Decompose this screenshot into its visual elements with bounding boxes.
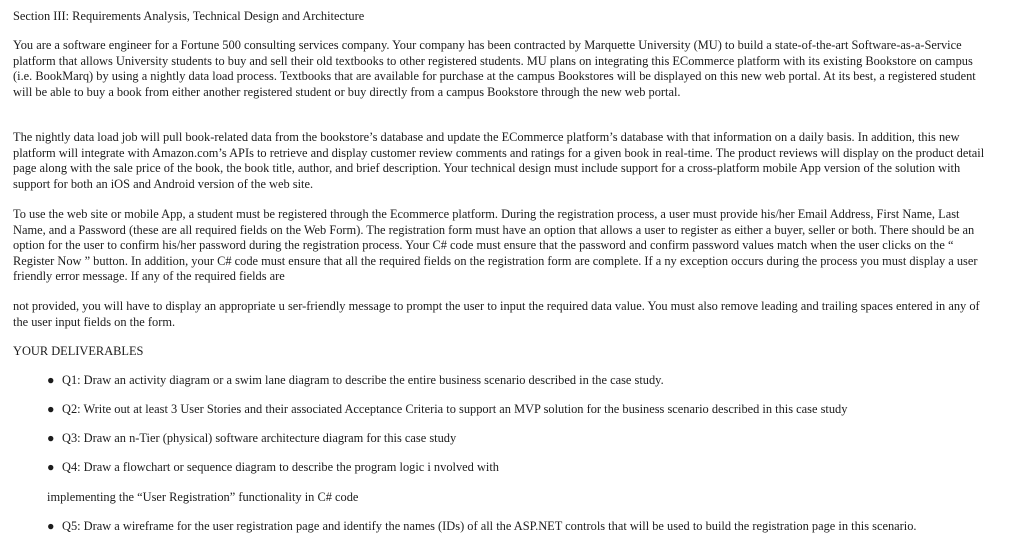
paragraph-registration: To use the web site or mobile App, a student must be registered through the Ecommerce platform. During the registration process, a user must provide his/her Email Address, First Name, Last Name, and a Password (these are all required fields on the Web Form). The registration form must have an option that allows a user to register as either a buyer, seller or both. There should be an option for the user to confirm his/her password during the registration process. Your C# code must ensure that the password and confirm password values match when the user clicks on the “ Register Now ” button. In addition, your C# code must ensure that all the required fields on the registration form are complete. If a ny exception occurs during the process you must display a user friendly error message. If any of the required fields are [13, 207, 978, 284]
deliverable-q4-continuation: implementing the “User Registration” functionality in C# code [47, 490, 359, 504]
paragraph-data-load: The nightly data load job will pull book-related data from the bookstore’s database and update the ECommerce platform’s database with that information on a daily basis. In addition, this new platform will integrate with Amazon.com’s APIs to retrieve and display customer review comments and ratings for a given book in real-time. The product reviews will display on the product detail page along with the sale price of the book, the book title, author, and brief description. Your technical design must include support for a cross-platform mobile App version of the solution with support for both an iOS and Android version of the web site. [13, 130, 985, 191]
deliverable-text: Q2: Write out at least 3 User Stories and their associated Acceptance Criteria to support an MVP solution for the business scenario described in this case study [62, 402, 848, 416]
section-title: Section III: Requirements Analysis, Technical Design and Architecture [13, 9, 365, 23]
deliverable-text: Q1: Draw an activity diagram or a swim lane diagram to describe the entire business scenario described in the case study. [62, 373, 664, 387]
bullet-icon: ● [47, 431, 55, 445]
deliverable-item-q3 [47, 431, 987, 447]
deliverable-text: Q3: Draw an n-Tier (physical) software architecture diagram for this case study [62, 431, 457, 445]
deliverable-item-q5 [47, 519, 987, 535]
deliverable-item-q1 [47, 373, 987, 389]
deliverable-text: Q4: Draw a flowchart or sequence diagram to describe the program logic i nvolved with [62, 460, 499, 474]
deliverable-item-q4 [47, 460, 987, 476]
bullet-icon: ● [47, 460, 55, 474]
bullet-icon: ● [47, 402, 55, 416]
bullet-icon: ● [47, 519, 55, 533]
paragraph-validation: not provided, you will have to display an appropriate u ser-friendly message to prompt the user to input the required data value. You must also remove leading and trailing spaces entered in any of the user input fields on the form. [13, 299, 980, 329]
deliverables-heading: YOUR DELIVERABLES [13, 344, 144, 358]
bullet-icon: ● [47, 373, 55, 387]
deliverable-item-q2 [47, 402, 987, 418]
deliverable-text: Q5: Draw a wireframe for the user registration page and identify the names (IDs) of all the ASP.NET controls that will be used to build the registration page in this scenario. [62, 519, 917, 533]
paragraph-intro: You are a software engineer for a Fortune 500 consulting services company. Your company has been contracted by Marquette University (MU) to build a state-of-the-art Software-as-a-Service platform that allows University students to buy and sell their old textbooks to other registered students. MU plans on integrating this ECommerce platform with its existing Bookstore on campus (i.e. BookMarq) by using a nightly data load process. Textbooks that are available for purchase at the campus Bookstores will be displayed on this new web portal. At its best, a registered student will be able to buy a book from either another registered student or buy directly from a campus Bookstore through the new web portal. [13, 38, 976, 99]
